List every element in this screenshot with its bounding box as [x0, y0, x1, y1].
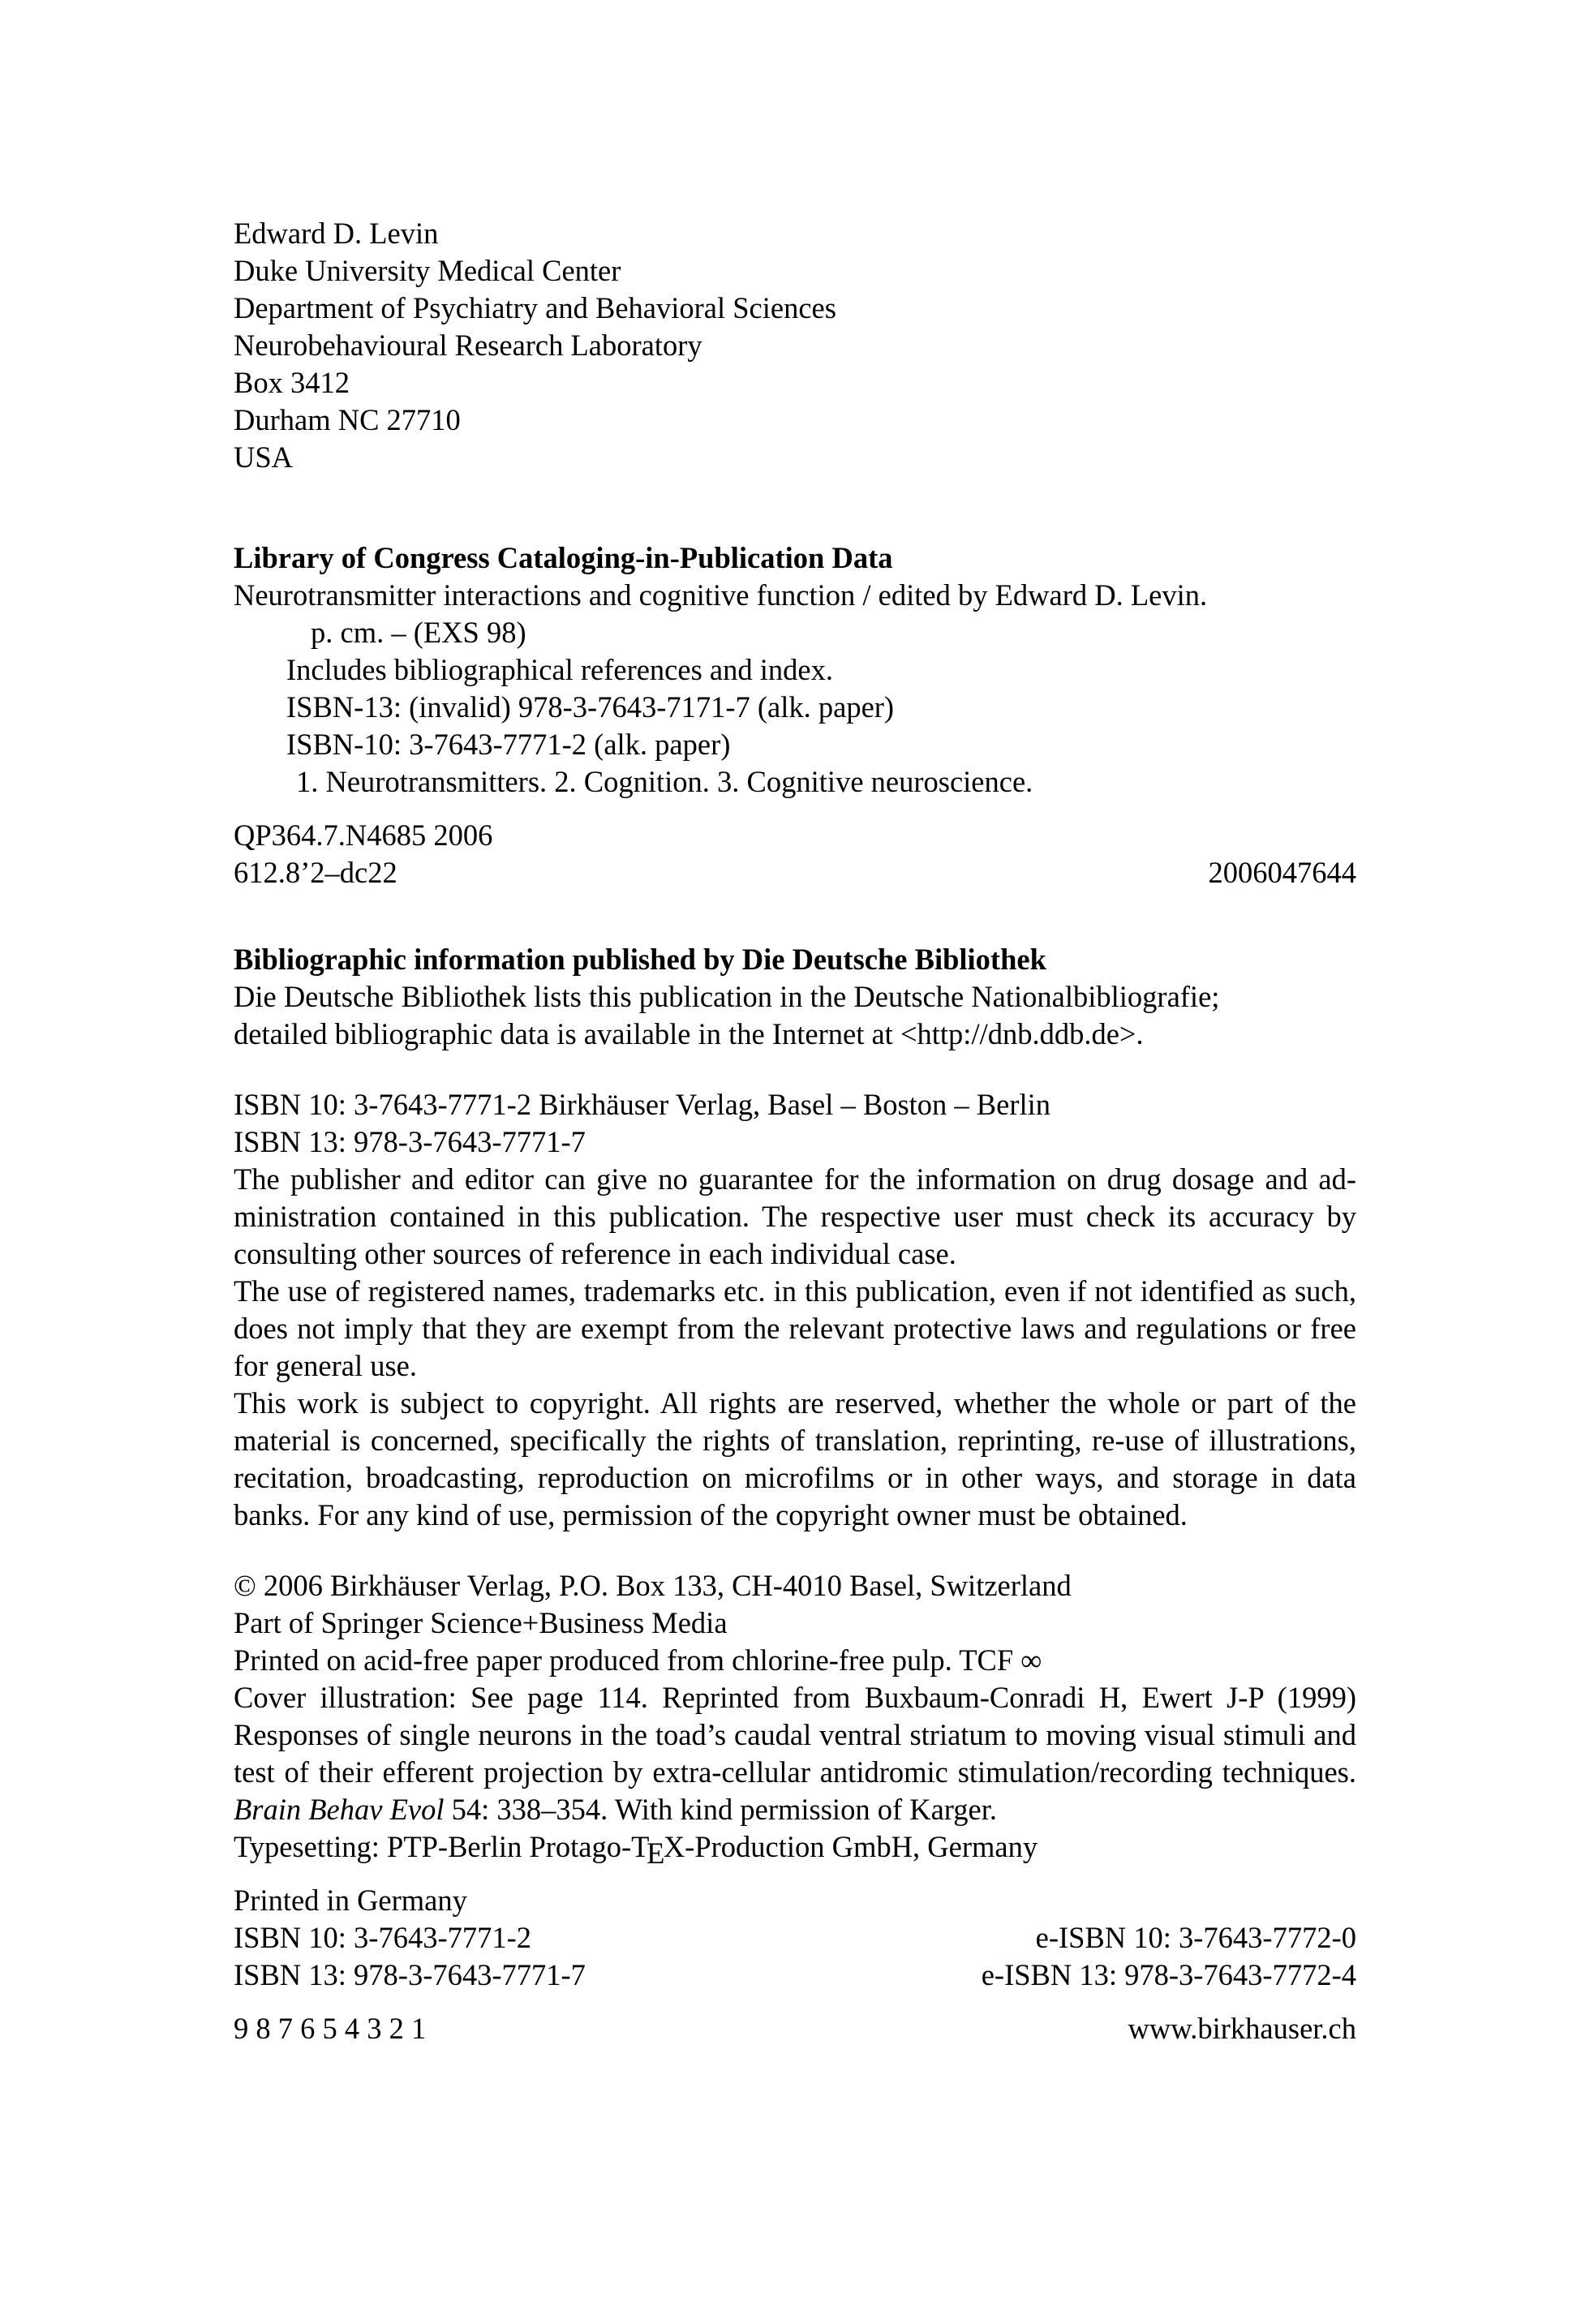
printing-isbn-block — [234, 1882, 1356, 1994]
journal-name-italic: Brain Behav Evol — [234, 1793, 445, 1826]
loc-cataloging-line-4: Includes bibliographical references and index. — [286, 653, 833, 686]
publisher-colophon — [234, 1567, 1356, 1872]
printing-isbn-block-line-1: Printed in Germany — [234, 1883, 467, 1917]
isbn-legal-notice-line-1: ISBN 10: 3-7643-7771-2 Birkhäuser Verlag, Basel – Boston – Berlin — [234, 1088, 1051, 1121]
isbn-legal-notice-line-4: ministration contained in this publication. The respective user must check its accuracy by — [234, 1200, 1356, 1233]
publisher-colophon-line-1: © 2006 Birkhäuser Verlag, P.O. Box 133, CH-4010 Basel, Switzerland — [234, 1569, 1072, 1602]
print-run-line — [234, 2010, 1356, 2047]
tex-logo-lowered-e: E — [647, 1836, 665, 1870]
printing-isbn-block-line-2-left: ISBN 10: 3-7643-7771-2 — [234, 1920, 532, 1954]
ddb-bibliographic-info-line-3: detailed bibliographic data is available in the Internet at <http://dnb.ddb.de>. — [234, 1017, 1144, 1050]
ddb-bibliographic-info — [234, 941, 1356, 1053]
isbn-legal-notice-line-9: This work is subject to copyright. All rights are reserved, whether the whole or part of the — [234, 1386, 1356, 1420]
print-run-line-line-1-right: www.birkhauser.ch — [1128, 2011, 1356, 2045]
editor-address-line-1: Edward D. Levin — [234, 217, 439, 250]
loc-cataloging-line-6: ISBN-10: 3-7643-7771-2 (alk. paper) — [286, 728, 731, 761]
printing-isbn-block-line-3-right: e-ISBN 13: 978-3-7643-7772-4 — [981, 1957, 1356, 1991]
loc-call-number-line-2-right: 2006047644 — [1208, 856, 1356, 889]
publisher-colophon-line-5: Responses of single neurons in the toad’s caudal ventral striatum to moving visual stimuli and — [234, 1718, 1356, 1751]
isbn-legal-notice-line-10: material is concerned, specifically the rights of translation, reprinting, re-use of illustrations, — [234, 1424, 1356, 1457]
ddb-bibliographic-info-line-2: Die Deutsche Bibliothek lists this publication in the Deutsche Nationalbibliografie; — [234, 980, 1220, 1013]
publisher-colophon-line-4: Cover illustration: See page 114. Reprinted from Buxbaum-Conradi H, Ewert J-P (1999) — [234, 1681, 1356, 1714]
page-content — [234, 215, 1356, 2047]
loc-cataloging — [234, 539, 1356, 801]
ddb-bibliographic-info-line-1: Bibliographic information published by Die Deutsche Bibliothek — [234, 943, 1046, 976]
printing-isbn-block-line-2 — [234, 1919, 1356, 1957]
isbn-legal-notice-line-8: for general use. — [234, 1349, 417, 1382]
isbn-legal-notice-line-12: banks. For any kind of use, permission of the copyright owner must be obtained. — [234, 1498, 1188, 1531]
print-run-line-line-1 — [234, 2010, 1356, 2047]
isbn-legal-notice-line-11: recitation, broadcasting, reproduction on microfilms or in other ways, and storage in data — [234, 1461, 1356, 1494]
printing-isbn-block-line-3 — [234, 1957, 1356, 1994]
editor-address — [234, 215, 1356, 476]
editor-address-line-3: Department of Psychiatry and Behavioral Sciences — [234, 291, 836, 324]
isbn-legal-notice-line-3: The publisher and editor can give no guarantee for the information on drug dosage and ad- — [234, 1162, 1356, 1196]
printing-isbn-block-line-2-right: e-ISBN 10: 3-7643-7772-0 — [1035, 1920, 1356, 1954]
loc-cataloging-line-7: 1. Neurotransmitters. 2. Cognition. 3. Cognitive neuroscience. — [296, 765, 1033, 798]
loc-cataloging-line-3: p. cm. – (EXS 98) — [311, 616, 526, 649]
loc-call-number — [234, 817, 1356, 891]
publisher-colophon-line-2: Part of Springer Science+Business Media — [234, 1606, 728, 1639]
publisher-colophon-line-6: test of their efferent projection by extra-cellular antidromic stimulation/recording techniques. — [234, 1755, 1356, 1789]
loc-call-number-line-1: QP364.7.N4685 2006 — [234, 818, 493, 852]
isbn-legal-notice-line-6: The use of registered names, trademarks etc. in this publication, even if not identified as such, — [234, 1274, 1356, 1308]
editor-address-line-2: Duke University Medical Center — [234, 254, 621, 287]
loc-call-number-line-2 — [234, 854, 1356, 891]
publisher-colophon-line-3: Printed on acid-free paper produced from chlorine-free pulp. TCF ∞ — [234, 1643, 1042, 1677]
isbn-legal-notice-line-5: consulting other sources of reference in each individual case. — [234, 1237, 956, 1270]
loc-cataloging-line-5: ISBN-13: (invalid) 978-3-7643-7171-7 (alk. paper) — [286, 690, 895, 724]
publisher-colophon-line-7: Brain Behav Evol 54: 338–354. With kind permission of Karger. — [234, 1793, 997, 1826]
editor-address-line-6: Durham NC 27710 — [234, 403, 461, 436]
isbn-legal-notice-line-7: does not imply that they are exempt from the relevant protective laws and regulations or free — [234, 1312, 1356, 1345]
print-run-line-line-1-left: 9 8 7 6 5 4 3 2 1 — [234, 2011, 427, 2045]
editor-address-line-7: USA — [234, 440, 294, 474]
printing-isbn-block-line-3-left: ISBN 13: 978-3-7643-7771-7 — [234, 1957, 586, 1991]
publisher-colophon-line-8: Typesetting: PTP-Berlin Protago-TEX-Production GmbH, Germany — [234, 1828, 1356, 1872]
loc-call-number-line-2-left: 612.8’2–dc22 — [234, 856, 397, 889]
isbn-legal-notice — [234, 1086, 1356, 1534]
isbn-legal-notice-line-2: ISBN 13: 978-3-7643-7771-7 — [234, 1125, 586, 1158]
loc-cataloging-line-1: Library of Congress Cataloging-in-Publication Data — [234, 541, 893, 574]
editor-address-line-5: Box 3412 — [234, 366, 350, 399]
editor-address-line-4: Neurobehavioural Research Laboratory — [234, 329, 702, 362]
loc-cataloging-line-2: Neurotransmitter interactions and cognitive function / edited by Edward D. Levin. — [234, 578, 1208, 612]
